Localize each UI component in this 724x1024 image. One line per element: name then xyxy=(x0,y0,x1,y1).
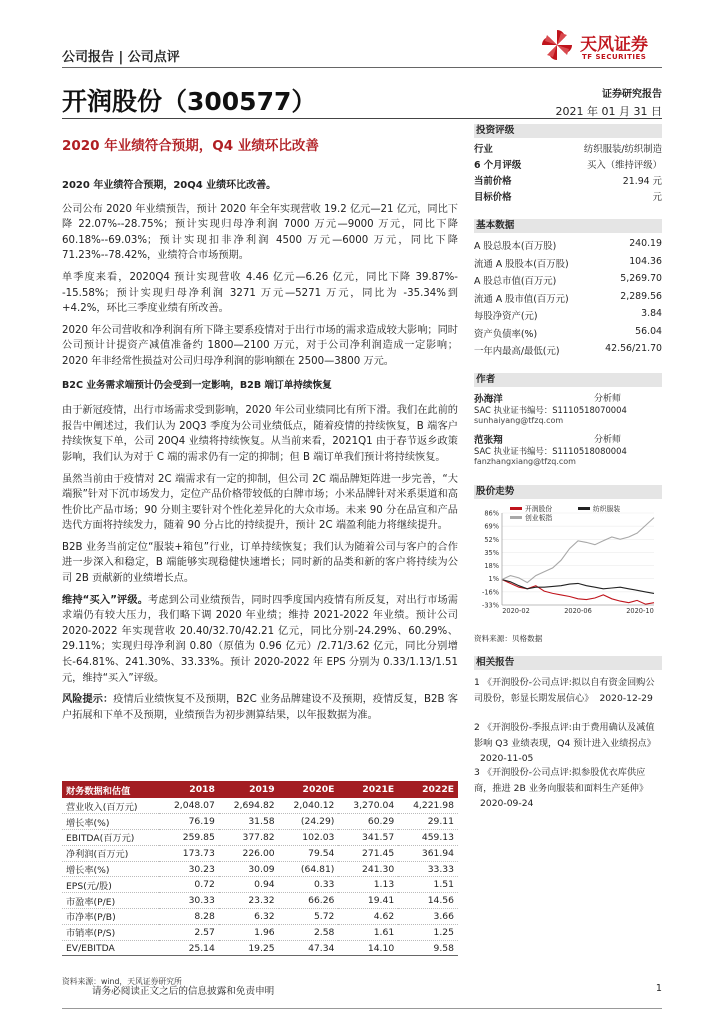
table-cell: 30.23 xyxy=(159,861,219,877)
table-cell: (24.29) xyxy=(279,814,339,830)
financial-table xyxy=(62,781,458,956)
page-title: 开润股份（300577） xyxy=(62,87,317,116)
table-row xyxy=(62,845,458,861)
table-header: 2018 xyxy=(159,781,219,798)
kv-key: 一年内最高/最低(元) xyxy=(474,346,560,357)
legend-swatch xyxy=(510,507,522,510)
paragraph: 2020 年公司营收和净利润有所下降主要系疫情对于出行市场的需求造成较大影响；同时公司预计计提资产减值准备约 1800—2100 万元，对于公司净利润造成一定影响；2020 年非经常性损益对公司归母净利润的影响额在 2500—3800 万元。 xyxy=(62,324,458,367)
kv-value: 5,269.70 xyxy=(620,273,662,284)
report-subtitle: 2020 年业绩符合预期，Q4 业绩环比改善 xyxy=(62,138,319,154)
table-cell: 31.58 xyxy=(219,814,279,830)
table-cell: 1.25 xyxy=(398,924,458,940)
kv-row xyxy=(474,291,662,309)
paragraph: 单季度来看，2020Q4 预计实现营收 4.46 亿元—6.26 亿元，同比下降 39.87%--15.58%；预计实现归母净利润 3271 万元—5271 万元，同比为 -35.34%到+4.2%，环比三季度业绩有所改善。 xyxy=(62,271,458,315)
kv-row xyxy=(474,173,662,189)
pinwheel-logo-icon xyxy=(540,28,574,62)
row-label: EV/EBITDA xyxy=(62,940,159,956)
table-source: 资料来源：wind，天风证券研究所 xyxy=(62,977,182,986)
kv-value: 元 xyxy=(652,192,662,203)
paragraph: 公司公布 2020 年业绩预告，预计 2020 年全年实现营收 19.2 亿元—21 亿元，同比下降 22.07%--28.75%；预计实现归母净利润 7000 万元—9000 万元，同比下降 60.18%--69.03%；预计实现扣非净利润 4500 万元—6000 万元，同比下降 71.23%--78.42%，业绩符合市场预期。 xyxy=(62,203,458,262)
table-cell: 30.09 xyxy=(219,861,279,877)
row-label: EBITDA(百万元) xyxy=(62,830,159,846)
kv-key: 目标价格 xyxy=(474,192,512,203)
table-cell: 1.13 xyxy=(338,877,398,893)
kv-row xyxy=(474,326,662,344)
chart-header: 股价走势 xyxy=(474,485,662,499)
author-email[interactable]: fanzhangxiang@tfzq.com xyxy=(474,457,576,466)
table-cell: 4,221.98 xyxy=(398,798,458,814)
table-cell: 459.13 xyxy=(398,830,458,846)
y-tick-label: 1% xyxy=(488,575,499,584)
brand-en: TF SECURITIES xyxy=(582,53,647,61)
report-category: 公司报告 | 公司点评 xyxy=(62,50,180,65)
table-row xyxy=(62,909,458,925)
table-cell: 14.10 xyxy=(338,940,398,956)
table-row xyxy=(62,893,458,909)
kv-value: 买入（维持评级） xyxy=(586,160,662,171)
brand-name: 天风证券 xyxy=(580,35,648,55)
legend-label: 纺织服装 xyxy=(593,505,621,513)
kv-row xyxy=(474,238,662,256)
y-tick-label: 18% xyxy=(484,562,499,571)
legend-swatch xyxy=(578,507,590,510)
table-cell: 2,694.82 xyxy=(219,798,279,814)
author-role: 分析师 xyxy=(594,435,622,445)
related-report-title[interactable]: 2 《开润股份-季报点评:由于费用确认及减值影响 Q3 业绩表现，Q4 预计进入业绩拐点》 xyxy=(474,722,656,749)
y-tick-label: -16% xyxy=(481,588,499,597)
kv-row xyxy=(474,273,662,291)
table-cell: 4.62 xyxy=(338,909,398,925)
x-tick-label: 2020-06 xyxy=(564,607,592,615)
x-tick-label: 2020-02 xyxy=(502,607,530,615)
kv-key: 每股净资产(元) xyxy=(474,311,538,322)
rating-lead: 维持“买入”评级。 xyxy=(62,594,149,606)
table-cell: 271.45 xyxy=(338,845,398,861)
row-label: 增长率(%) xyxy=(62,861,159,877)
y-tick-label: -33% xyxy=(481,601,499,610)
table-cell: 377.82 xyxy=(219,830,279,846)
authors-header: 作者 xyxy=(474,373,662,387)
row-label: EPS(元/股) xyxy=(62,877,159,893)
kv-key: 行业 xyxy=(474,144,493,155)
kv-row xyxy=(474,157,662,173)
table-cell: 0.72 xyxy=(159,877,219,893)
author-email[interactable]: sunhaiyang@tfzq.com xyxy=(474,416,564,425)
table-cell: 226.00 xyxy=(219,845,279,861)
table-row xyxy=(62,798,458,814)
kv-row xyxy=(474,343,662,361)
table-cell: 1.96 xyxy=(219,924,279,940)
related-report-item[interactable] xyxy=(474,765,662,812)
rating-text: 考虑到公司业绩预告，同时四季度国内疫情有所反复，对出行市场需求端仍有较大压力，我们略下调 2020 年业绩；维持 2021-2022 年业绩。预计公司 2020-2022 年实现营收 20.40/32.70/42.21 亿元，同比分别-24.29%、60.29%、29.11%；实现归母净利润 0.80（原值为 0.96 亿元）/2.71/3.62 亿元，同比分别增长-64.81%、241.30%、33.33%。预计 2020-2022 年 EPS 分别为 0.33/1.13/1.51 元，维持“买入”评级。 xyxy=(62,594,458,684)
table-row xyxy=(62,814,458,830)
table-cell: 66.26 xyxy=(279,893,339,909)
legend-label: 开润股份 xyxy=(525,505,553,513)
table-header: 2021E xyxy=(338,781,398,798)
table-header-row xyxy=(62,781,458,798)
title-rule xyxy=(62,118,662,119)
table-cell: 25.14 xyxy=(159,940,219,956)
header-rule xyxy=(62,67,662,68)
row-label: 市销率(P/S) xyxy=(62,924,159,940)
related-header: 相关报告 xyxy=(474,656,662,670)
table-cell: 29.11 xyxy=(398,814,458,830)
table-cell: 1.61 xyxy=(338,924,398,940)
stock-chart-svg xyxy=(474,503,662,615)
kv-row xyxy=(474,308,662,326)
related-report-title[interactable]: 3 《开润股份-公司点评:拟参股优衣库供应商，推进 2B 业务向服装和面料生产延伸》 xyxy=(474,767,649,794)
table-cell: 19.41 xyxy=(338,893,398,909)
footer-disclaimer: 请务必阅读正文之后的信息披露和免责申明 xyxy=(92,986,275,997)
table-header: 财务数据和估值 xyxy=(62,781,159,798)
table-cell: 0.94 xyxy=(219,877,279,893)
table-cell: 14.56 xyxy=(398,893,458,909)
table-row xyxy=(62,830,458,846)
table-cell: 60.29 xyxy=(338,814,398,830)
kv-key: 6 个月评级 xyxy=(474,160,522,171)
table-row xyxy=(62,861,458,877)
kv-value: 240.19 xyxy=(629,238,662,249)
paragraph-risk xyxy=(62,692,458,723)
table-row xyxy=(62,877,458,893)
author-name: 孙海洋 xyxy=(474,394,503,405)
table-cell: 76.19 xyxy=(159,814,219,830)
related-report-date: 2020-11-05 xyxy=(480,753,534,764)
y-tick-label: 52% xyxy=(484,535,499,544)
table-cell: 23.32 xyxy=(219,893,279,909)
table-cell: 0.33 xyxy=(279,877,339,893)
kv-key: 流通 A 股市值(百万元) xyxy=(474,293,569,305)
table-cell: 19.25 xyxy=(219,940,279,956)
chart-source: 资料来源：贝格数据 xyxy=(474,634,543,643)
kv-value: 42.56/21.70 xyxy=(605,343,662,354)
kv-value: 3.84 xyxy=(641,308,662,319)
kv-value: 56.04 xyxy=(635,325,662,337)
kv-row xyxy=(474,189,662,205)
kv-key: 流通 A 股股本(百万股) xyxy=(474,258,569,270)
table-cell: 2,048.07 xyxy=(159,798,219,814)
kv-value: 21.94 元 xyxy=(622,176,662,187)
risk-lead: 风险提示： xyxy=(62,694,114,706)
table-cell: 3,270.04 xyxy=(338,798,398,814)
page-number: 1 xyxy=(655,983,662,994)
paragraph: B2B 业务当前定位“服装+箱包”行业，订单持续恢复；我们认为随着公司与客户的合作进一步深入和稳定，B 端能够实现稳健快速增长；同时新的品类和新的客户将持续为公司 2B 贡献新的业绩增长点。 xyxy=(62,541,458,585)
row-label: 净利润(百万元) xyxy=(62,845,159,861)
brand-logo xyxy=(540,28,670,68)
section-heading: B2C 业务需求端预计仍会受到一定影响，B2B 端订单持续恢复 xyxy=(62,379,332,391)
legend-label: 创业板指 xyxy=(525,514,553,522)
table-cell: 2,040.12 xyxy=(279,798,339,814)
footer-rule xyxy=(62,1008,662,1009)
author-role: 分析师 xyxy=(594,394,622,404)
kv-row xyxy=(474,256,662,274)
table-cell: 241.30 xyxy=(338,861,398,877)
row-label: 市盈率(P/E) xyxy=(62,893,159,909)
table-header: 2020E xyxy=(279,781,339,798)
series-line-2 xyxy=(502,518,654,583)
table-cell: 2.57 xyxy=(159,924,219,940)
kv-key: 资产负债率(%) xyxy=(474,328,538,340)
report-type: 证券研究报告 xyxy=(602,89,662,100)
related-report-date: 2020-12-29 xyxy=(599,692,653,704)
kv-key: A 股总市值(百万元) xyxy=(474,276,557,287)
legend-swatch xyxy=(510,516,522,519)
table-cell: 3.66 xyxy=(398,909,458,925)
kv-key: A 股总股本(百万股) xyxy=(474,241,557,252)
table-cell: 173.73 xyxy=(159,845,219,861)
table-cell: 341.57 xyxy=(338,830,398,846)
report-date: 2021 年 01 月 31 日 xyxy=(555,105,662,118)
table-cell: 5.72 xyxy=(279,909,339,925)
paragraph-rating xyxy=(62,593,458,687)
table-cell: 8.28 xyxy=(159,909,219,925)
table-cell: 259.85 xyxy=(159,830,219,846)
y-tick-label: 86% xyxy=(484,509,499,518)
rating-header: 投资评级 xyxy=(474,124,662,138)
related-report-item[interactable] xyxy=(474,720,662,767)
y-tick-label: 69% xyxy=(484,522,499,531)
table-cell: 30.33 xyxy=(159,893,219,909)
kv-row xyxy=(474,141,662,157)
author-sac: SAC 执业证书编号：S1110518080004 xyxy=(474,446,627,456)
table-cell: 102.03 xyxy=(279,830,339,846)
kv-value: 104.36 xyxy=(629,255,662,267)
author-name: 范张翔 xyxy=(474,435,503,446)
main-body xyxy=(62,178,458,729)
table-cell: (64.81) xyxy=(279,861,339,877)
related-report-item[interactable] xyxy=(474,675,662,706)
y-tick-label: 35% xyxy=(484,548,499,557)
table-row xyxy=(62,940,458,956)
x-tick-label: 2020-10 xyxy=(626,607,654,615)
paragraph: 由于新冠疫情，出行市场需求受到影响，2020 年公司业绩同比有所下滑。我们在此前的报告中阐述过，我们认为 20Q3 季度为公司业绩低点，随着疫情的持续恢复，B 端客户持续恢复下单，公司 20Q4 业绩将持续恢复。从当前来看，2021Q1 由于春节返乡政策影响，我们认为对于 C 端的需求仍有一定的抑制；但 B 端订单我们预计将持续恢复。 xyxy=(62,405,458,463)
table-cell: 47.34 xyxy=(279,940,339,956)
row-label: 增长率(%) xyxy=(62,814,159,830)
related-report-date: 2020-09-24 xyxy=(480,798,534,809)
row-label: 营业收入(百万元) xyxy=(62,798,159,814)
table-row xyxy=(62,924,458,940)
table-cell: 2.58 xyxy=(279,924,339,940)
table-cell: 9.58 xyxy=(398,940,458,956)
table-header: 2019 xyxy=(219,781,279,798)
stock-chart xyxy=(474,503,662,615)
table-cell: 1.51 xyxy=(398,877,458,893)
row-label: 市净率(P/B) xyxy=(62,909,159,925)
kv-key: 当前价格 xyxy=(474,176,512,187)
table-cell: 6.32 xyxy=(219,909,279,925)
author-sac: SAC 执业证书编号：S1110518070004 xyxy=(474,405,627,415)
kv-value: 纺织服装/纺织制造 xyxy=(583,144,662,155)
table-cell: 79.54 xyxy=(279,845,339,861)
basic-data-header: 基本数据 xyxy=(474,219,662,233)
kv-value: 2,289.56 xyxy=(620,290,662,302)
paragraph: 虽然当前由于疫情对 2C 端需求有一定的抑制，但公司 2C 端品牌矩阵进一步完善，“大端猴”针对下沉市场发力，定位产品价格带较低的白牌市场；小米品牌针对米系渠道和高性价比产品市场；90 分则主要针对个性化差异化的大众市场。未来 90 分在品宣和产品迭代方面将持续发力，随着 90 分占比的持续提升，预计 2C 端盈利能力将继续提升。 xyxy=(62,473,458,532)
table-header: 2022E xyxy=(398,781,458,798)
table-cell: 33.33 xyxy=(398,861,458,877)
lead-paragraph: 2020 年业绩符合预期，20Q4 业绩环比改善。 xyxy=(62,180,277,191)
related-report-title[interactable]: 1 《开润股份-公司点评:拟以自有资金回购公司股份，彰显长期发展信心》 xyxy=(474,677,655,704)
risk-text: 疫情后业绩恢复不及预期，B2C 业务品牌建设不及预期，疫情反复，B2B 客户拓展和下单不及预期，业绩预告为初步测算结果，以年报数据为准。 xyxy=(62,694,458,721)
table-cell: 361.94 xyxy=(398,845,458,861)
